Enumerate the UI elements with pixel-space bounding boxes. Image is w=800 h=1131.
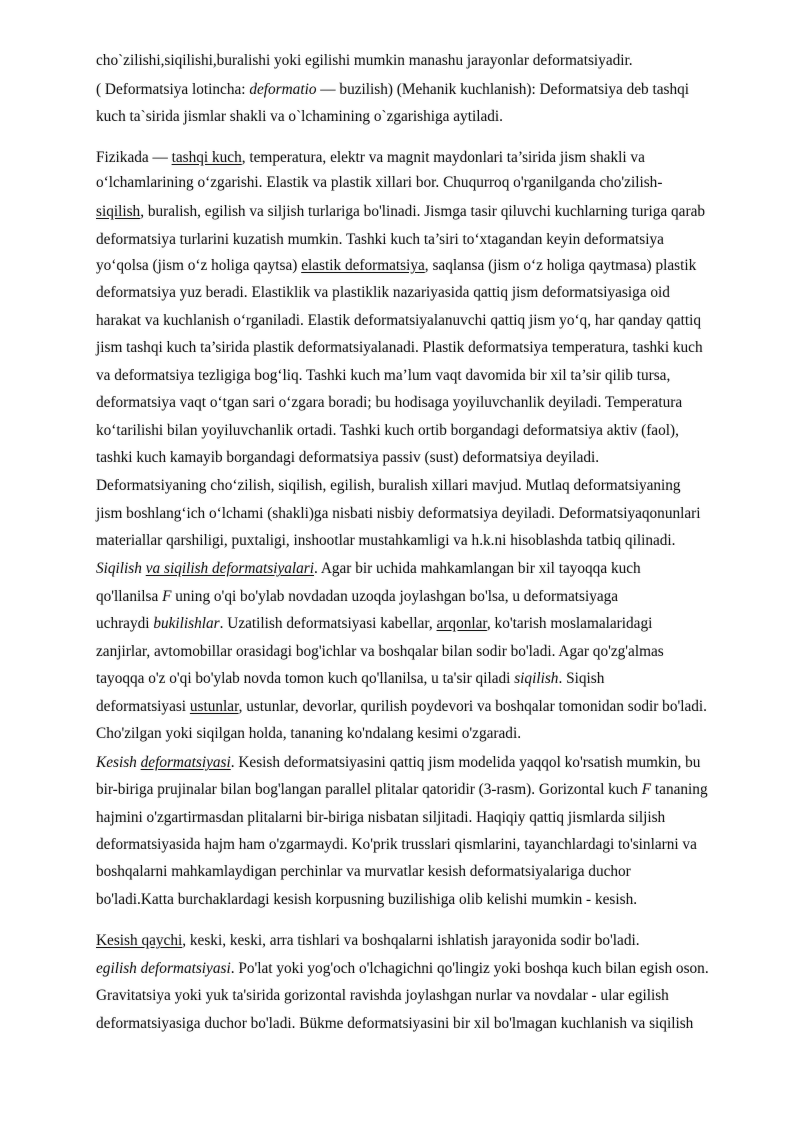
text-line	[96, 559, 641, 579]
text-line	[96, 986, 669, 1006]
text-line	[96, 80, 689, 100]
text-line	[96, 393, 682, 413]
text-line	[96, 173, 662, 193]
text-line	[96, 669, 604, 689]
text-line	[96, 780, 708, 800]
text-line	[96, 311, 701, 331]
text-run: . Agar bir uchida mahkamlangan bir xil tayoqqa kuch	[314, 560, 641, 577]
emphasis-text: Siqilish	[96, 560, 142, 577]
text-line	[96, 808, 665, 828]
text-run: jism tashqi kuch ta’sirida plastik deformatsiyalanadi. Plastik deformatsiya temperatura, tashki kuch	[96, 339, 703, 356]
text-run: kuch ta`sirida jismlar shakli va o`lchamining o`zgarishiga aytiladi.	[96, 108, 503, 125]
text-run: . Kesish deformatsiyasini qattiq jism modelida yaqqol ko'rsatish mumkin, bu	[230, 754, 701, 771]
text-run: deformatsiya turlarini kuzatish mumkin. Tashki kuch ta’siri toʻxtagandan keyin deformatsiya	[96, 231, 664, 248]
text-line	[96, 614, 652, 634]
text-run: uning o'qi bo'ylab novdadan uzoqda joylashgan bo'lsa, u deformatsiyaga	[171, 588, 619, 605]
text-run: jism boshlangʻich oʻlchami (shakli)ga nisbati nisbiy deformatsiya deyiladi. Deformatsiyaqonunlari	[96, 505, 701, 522]
text-line	[96, 959, 709, 979]
text-run: . Siqish	[558, 670, 605, 687]
text-run: bir-biriga prujinalar bilan bog'langan parallel plitalar qatoridir (3-rasm). Gorizontal kuch	[96, 781, 642, 798]
text-run: boshqalarni mahkamlaydigan perchinlar va murvatlar kesish deformatsiyalariga duchor	[96, 863, 631, 880]
text-line	[96, 51, 633, 71]
text-run: , buralish, egilish va siljish turlariga bo'linadi. Jismga tasir qiluvchi kuchlarning turiga qarab	[140, 203, 706, 220]
text-line	[96, 283, 670, 303]
text-run: qo'llanilsa	[96, 588, 163, 605]
text-run: yoʻqolsa (jism oʻz holiga qaytsa)	[96, 257, 302, 274]
text-run: uchraydi	[96, 615, 154, 632]
text-run: deformatsiyasiga duchor bo'ladi. Bükme deformatsiyasini bir xil bo'lmagan kuchlanish va siqilish	[96, 1015, 694, 1032]
text-run: . Uzatilish deformatsiyasi kabellar,	[219, 615, 437, 632]
emphasis-text: bukilishlar	[153, 615, 220, 632]
inline-link[interactable]: va siqilish deformatsiyalari	[145, 560, 315, 577]
text-run: Fizikada —	[96, 149, 172, 166]
text-run: , temperatura, elektr va magnit maydonlari ta’sirida jism shakli va	[241, 149, 645, 166]
inline-link[interactable]: tashqi kuch	[171, 149, 242, 166]
text-line	[96, 1014, 693, 1034]
inline-link[interactable]: ustunlar	[189, 698, 239, 715]
text-line	[96, 531, 675, 551]
text-run: Deformatsiyaning choʻzilish, siqilish, egilish, buralish xillari mavjud. Mutlaq deformatsiyaning	[96, 477, 681, 494]
inline-link[interactable]: Kesish qaychi	[96, 932, 183, 949]
text-run: koʻtarilishi bilan yoyiluvchanlik ortadi. Tashki kuch ortib borgandagi deformatsiya aktiv (faol),	[96, 422, 679, 439]
text-line	[96, 202, 705, 222]
text-line	[96, 476, 681, 496]
text-run: ( Deformatsiya lotincha:	[96, 81, 250, 98]
text-run: deformatsiyasida hajm ham o'zgarmaydi. Ko'prik trusslari qismlarini, tayanchlardagi to'sinlarni va	[96, 836, 697, 853]
inline-link[interactable]: deformatsiyasi	[140, 754, 231, 771]
text-run: materiallar qarshiligi, puxtaligi, inshootlar mustahkamligi va h.k.ni hisoblashda tatbiq qilinadi.	[96, 532, 676, 549]
text-run: hajmini o'zgartirmasdan plitalarni bir-biriga nisbatan siljitadi. Haqiqiy qattiq jismlarda siljish	[96, 809, 666, 826]
text-line	[96, 504, 701, 524]
text-run: tayoqqa o'z o'qi bo'ylab novda tomon kuch qo'llanilsa, u ta'sir qiladi	[96, 670, 515, 687]
text-run: , saqlansa (jism oʻz holiga qaytmasa) plastik	[424, 257, 697, 274]
emphasis-text: Kesish	[96, 754, 137, 771]
text-line	[96, 148, 645, 168]
text-run: — buzilish) (Mehanik kuchlanish): Deformatsiya deb tashqi	[316, 81, 690, 98]
text-line	[96, 366, 670, 386]
inline-link[interactable]: elastik deformatsiya	[301, 257, 425, 274]
text-line	[96, 448, 599, 468]
text-line	[96, 587, 618, 607]
text-run: , keski, keski, arra tishlari va boshqalarni ishlatish jarayonida sodir bo'ladi.	[182, 932, 640, 949]
emphasis-text: deformatio	[249, 81, 317, 98]
emphasis-text: F	[162, 588, 172, 605]
text-line	[96, 421, 679, 441]
text-run: deformatsiyasi	[96, 698, 190, 715]
text-run: Cho'zilgan yoki siqilgan holda, tananing ko'ndalang kesimi o'zgaradi.	[96, 725, 522, 742]
text-run: va deformatsiya tezligiga bogʻliq. Tashki kuch ma’lum vaqt davomida bir xil ta’sir qilib tursa,	[96, 367, 671, 384]
text-run: , ko'tarish moslamalaridagi	[486, 615, 653, 632]
inline-link[interactable]: arqonlar	[436, 615, 487, 632]
emphasis-text: egilish deformatsiyasi	[96, 960, 231, 977]
text-run: bo'ladi.Katta burchaklardagi kesish korpusning buzilishiga olib kelishi mumkin - kesish.	[96, 891, 638, 908]
text-run: deformatsiya vaqt oʻtgan sari oʻzgara boradi; bu hodisaga yoyiluvchanlik deyiladi. Temperatura	[96, 394, 683, 411]
text-run: harakat va kuchlanish oʻrganiladi. Elastik deformatsiyalanuvchi qattiq jism yoʻq, har qanday qattiq	[96, 312, 702, 329]
emphasis-text: siqilish	[514, 670, 559, 687]
text-line	[96, 931, 640, 951]
text-line	[96, 724, 521, 744]
text-run: Gravitatsiya yoki yuk ta'sirida gorizontal ravishda joylashgan nurlar va novdalar - ular egilish	[96, 987, 669, 1004]
text-line	[96, 835, 697, 855]
text-line	[96, 256, 696, 276]
text-line	[96, 642, 664, 662]
text-run: oʻlchamlarining oʻzgarishi. Elastik va plastik xillari bor. Chuqurroq o'rganilganda cho'zilish-	[96, 174, 663, 191]
text-line	[96, 753, 700, 773]
text-run: . Po'lat yoki yog'och o'lchagichni qo'lingiz yoki boshqa kuch bilan egish oson.	[230, 960, 709, 977]
text-run: , ustunlar, devorlar, qurilish poydevori va boshqalar tomonidan sodir bo'ladi.	[238, 698, 707, 715]
text-run: cho`zilishi,siqilishi,buralishi yoki egilishi mumkin manashu jarayonlar deformatsiyadir.	[96, 52, 633, 69]
text-line	[96, 697, 707, 717]
inline-link[interactable]: siqilish	[96, 203, 141, 220]
text-line	[96, 230, 664, 250]
text-run: tananing	[651, 781, 708, 798]
text-run: tashki kuch kamayib borgandagi deformatsiya passiv (sust) deformatsiya deyiladi.	[96, 449, 600, 466]
text-line	[96, 862, 631, 882]
text-line	[96, 338, 703, 358]
text-run: zanjirlar, avtomobillar orasidagi bog'ichlar va boshqalar bilan sodir bo'ladi. Agar qo'zg'almas	[96, 643, 664, 660]
text-run: deformatsiya yuz beradi. Elastiklik va plastiklik nazariyasida qattiq jism deformatsiyasiga oid	[96, 284, 670, 301]
text-line	[96, 107, 503, 127]
text-line	[96, 890, 637, 910]
emphasis-text: F	[641, 781, 652, 798]
